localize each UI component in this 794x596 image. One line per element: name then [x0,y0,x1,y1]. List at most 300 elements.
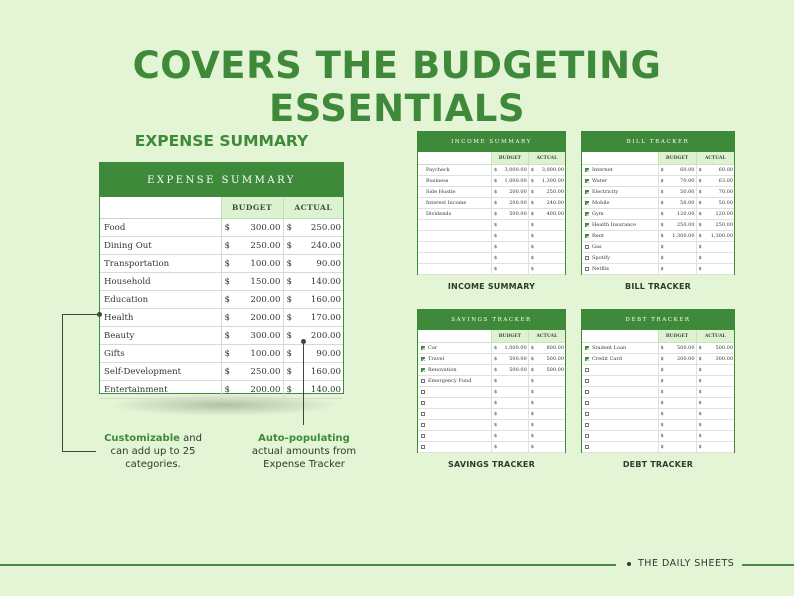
actual-cell[interactable] [283,237,343,255]
category-cell[interactable] [582,209,658,220]
budget-cell-value: 200.00 [250,384,281,395]
actual-cell-wrap [284,331,344,341]
budget-cell-wrap [222,367,283,377]
budget-cell-wrap [659,255,696,261]
budget-cell[interactable] [492,376,529,387]
budget-cell-wrap [659,411,696,417]
budget-cell[interactable] [492,398,529,409]
actual-cell[interactable] [528,176,565,187]
category-cell[interactable] [418,343,492,354]
category-cell[interactable] [418,220,492,231]
debt-caption: DEBT TRACKER [622,460,694,469]
actual-cell[interactable] [696,242,734,253]
actual-cell[interactable] [696,398,734,409]
unchecked-checkbox-icon[interactable] [585,379,589,383]
table-row [582,253,734,264]
budget-cell[interactable] [658,420,696,431]
currency-symbol: $ [494,211,498,217]
actual-cell-value: 140.00 [310,276,341,287]
currency-symbol: $ [530,266,534,272]
currency-symbol: $ [698,266,702,272]
actual-cell-value: 170.00 [310,312,341,323]
category-cell[interactable] [582,442,658,453]
budget-cell[interactable] [221,309,283,327]
actual-cell[interactable] [283,381,343,399]
category-cell[interactable]: Beauty [100,327,221,345]
category-cell[interactable] [418,176,492,187]
budget-cell[interactable] [492,176,529,187]
currency-symbol: $ [494,378,498,384]
actual-cell-value: 60.00 [718,167,733,173]
budget-cell[interactable] [658,365,696,376]
actual-cell-value: 500.00 [546,356,564,362]
budget-cell-wrap [222,277,283,287]
budget-cell[interactable] [492,343,529,354]
currency-symbol: $ [224,312,230,323]
actual-cell[interactable] [528,365,565,376]
unchecked-checkbox-icon[interactable] [421,390,425,394]
category-cell[interactable]: Household [100,273,221,291]
category-cell[interactable] [582,354,658,365]
table-row [418,264,565,275]
table-row [100,273,343,291]
auto-note-text: actual amounts from [251,446,357,457]
actual-cell-wrap [697,367,735,373]
actual-cell-value: 3,000.00 [541,167,564,173]
budget-cell[interactable] [492,420,529,431]
budget-cell[interactable] [492,442,529,453]
budget-cell[interactable] [658,165,696,176]
table-row [418,165,565,176]
category-cell[interactable] [418,253,492,264]
category-cell[interactable] [418,376,492,387]
category-label: Business [426,178,449,184]
actual-cell-wrap [529,345,565,351]
mini-sheet-title: DEBT TRACKER [582,310,734,330]
category-cell[interactable] [582,264,658,275]
actual-cell-wrap [284,277,344,287]
table-row [100,345,343,363]
budget-cell-wrap [492,389,528,395]
unchecked-checkbox-icon[interactable] [585,434,589,438]
budget-cell[interactable] [658,376,696,387]
table-row [582,187,734,198]
budget-cell-wrap [492,255,528,261]
currency-symbol: $ [530,378,534,384]
auto-pointer-line [303,341,304,425]
unchecked-checkbox-icon[interactable] [585,390,589,394]
category-cell[interactable] [582,165,658,176]
checked-checkbox-icon[interactable] [585,179,589,183]
category-cell[interactable] [418,409,492,420]
table-row [100,291,343,309]
budget-cell-wrap [492,233,528,239]
checked-checkbox-icon[interactable] [421,346,425,350]
unchecked-checkbox-icon[interactable] [585,368,589,372]
table-row [418,409,565,420]
budget-cell-wrap [659,233,696,239]
budget-cell[interactable] [492,198,529,209]
actual-cell[interactable] [696,220,734,231]
category-label: Side Hustle [426,189,456,195]
unchecked-checkbox-icon[interactable] [421,412,425,416]
expense-section-label: EXPENSE SUMMARY [134,132,309,150]
checked-checkbox-icon[interactable] [421,357,425,361]
actual-cell[interactable] [528,253,565,264]
actual-cell-wrap [697,422,735,428]
budget-cell-value: 500.00 [509,356,527,362]
actual-cell[interactable] [283,309,343,327]
table-row [418,343,565,354]
category-cell[interactable]: Transportation [100,255,221,273]
actual-cell-wrap [529,266,565,272]
customizable-note-bold: Customizable [104,433,180,444]
actual-cell[interactable] [528,198,565,209]
mini-header-actual: ACTUAL [528,330,565,343]
budget-cell-wrap [492,444,528,450]
actual-cell-value: 500.00 [546,367,564,373]
unchecked-checkbox-icon[interactable] [585,445,589,449]
category-cell[interactable] [582,365,658,376]
checked-checkbox-icon[interactable] [585,357,589,361]
table-row [100,255,343,273]
customizable-note-text: categories. [125,459,181,470]
category-cell[interactable] [582,176,658,187]
checked-checkbox-icon[interactable] [421,368,425,372]
actual-cell[interactable] [528,420,565,431]
actual-cell-wrap [697,266,735,272]
currency-symbol: $ [494,222,498,228]
actual-cell[interactable] [696,187,734,198]
budget-cell[interactable] [658,431,696,442]
actual-cell[interactable] [528,187,565,198]
actual-cell-wrap [284,295,344,305]
actual-cell[interactable] [528,354,565,365]
unchecked-checkbox-icon[interactable] [421,445,425,449]
actual-cell[interactable] [528,343,565,354]
budget-cell-wrap [492,189,528,195]
category-cell[interactable] [418,231,492,242]
actual-cell-wrap [284,349,344,359]
category-cell[interactable]: Education [100,291,221,309]
actual-cell[interactable] [696,442,734,453]
budget-cell-wrap [492,167,528,173]
budget-cell[interactable] [221,273,283,291]
actual-cell-value: 63.00 [718,178,733,184]
checked-checkbox-icon[interactable] [585,234,589,238]
actual-cell[interactable] [696,420,734,431]
unchecked-checkbox-icon[interactable] [421,423,425,427]
actual-cell-wrap [529,255,565,261]
budget-cell[interactable] [658,409,696,420]
category-cell[interactable]: Health [100,309,221,327]
actual-cell[interactable] [283,255,343,273]
unchecked-checkbox-icon[interactable] [421,401,425,405]
currency-symbol: $ [286,258,292,269]
budget-cell[interactable] [492,253,529,264]
actual-cell-wrap [697,400,735,406]
category-cell[interactable] [582,253,658,264]
mini-sheet-title: BILL TRACKER [582,132,734,152]
actual-cell-value: 1,300.00 [710,233,733,239]
budget-cell-wrap [492,433,528,439]
unchecked-checkbox-icon[interactable] [585,423,589,427]
category-cell[interactable]: Gifts [100,345,221,363]
actual-cell[interactable] [528,442,565,453]
budget-cell[interactable] [221,219,283,237]
table-row [582,387,734,398]
category-cell[interactable] [418,209,492,220]
currency-symbol: $ [530,411,534,417]
category-cell[interactable] [418,420,492,431]
currency-symbol: $ [660,400,664,406]
table-row [418,354,565,365]
budget-cell[interactable] [658,231,696,242]
budget-cell[interactable] [221,237,283,255]
customizable-note [98,432,208,471]
actual-cell-value: 250.00 [546,189,564,195]
budget-cell-value: 250.00 [677,222,695,228]
actual-cell[interactable] [283,219,343,237]
budget-cell[interactable] [492,231,529,242]
actual-cell[interactable] [696,431,734,442]
actual-cell[interactable] [696,198,734,209]
unchecked-checkbox-icon[interactable] [585,267,589,271]
budget-cell[interactable] [221,291,283,309]
actual-cell[interactable] [696,231,734,242]
currency-symbol: $ [286,222,292,233]
budget-cell[interactable] [658,209,696,220]
category-label: Spotify [592,255,610,261]
category-cell[interactable] [582,198,658,209]
category-cell[interactable] [418,165,492,176]
budget-cell[interactable] [658,343,696,354]
budget-cell[interactable] [221,381,283,399]
budget-cell[interactable] [658,176,696,187]
actual-cell[interactable] [283,273,343,291]
budget-cell-wrap [222,385,283,395]
category-cell[interactable] [418,198,492,209]
actual-cell-wrap [697,389,735,395]
currency-symbol: $ [698,167,702,173]
unchecked-checkbox-icon[interactable] [585,412,589,416]
currency-symbol: $ [660,189,664,195]
budget-cell-value: 1,000.00 [504,178,527,184]
budget-cell[interactable] [658,264,696,275]
currency-symbol: $ [660,266,664,272]
actual-cell-wrap [697,178,735,184]
budget-cell-wrap [659,222,696,228]
unchecked-checkbox-icon[interactable] [585,401,589,405]
checked-checkbox-icon[interactable] [585,212,589,216]
unchecked-checkbox-icon[interactable] [421,379,425,383]
budget-cell[interactable] [658,442,696,453]
budget-cell[interactable] [492,354,529,365]
budget-cell[interactable] [492,409,529,420]
category-cell[interactable]: Dining Out [100,237,221,255]
actual-cell[interactable] [696,354,734,365]
category-cell[interactable] [418,442,492,453]
category-cell[interactable] [582,398,658,409]
budget-cell-wrap [492,244,528,250]
budget-cell[interactable] [492,365,529,376]
currency-symbol: $ [660,244,664,250]
budget-cell-wrap [659,444,696,450]
table-row [100,219,343,237]
table-row [418,431,565,442]
currency-symbol: $ [286,312,292,323]
actual-cell[interactable] [528,220,565,231]
budget-cell[interactable] [492,187,529,198]
customizable-note-text: and [179,433,202,444]
currency-symbol: $ [660,444,664,450]
table-row [418,242,565,253]
page-headline: COVERS THE BUDGETING ESSENTIALS [132,44,662,130]
currency-symbol: $ [698,378,702,384]
currency-symbol: $ [224,258,230,269]
actual-cell-wrap [697,378,735,384]
actual-cell[interactable] [696,253,734,264]
currency-symbol: $ [660,367,664,373]
currency-symbol: $ [698,189,702,195]
category-cell[interactable] [582,242,658,253]
currency-symbol: $ [660,389,664,395]
category-cell[interactable] [582,231,658,242]
currency-symbol: $ [286,276,292,287]
category-cell[interactable] [418,187,492,198]
category-cell[interactable]: Entertainment [100,381,221,399]
actual-cell[interactable] [528,387,565,398]
auto-note-text: Expense Tracker [263,459,345,470]
actual-cell[interactable] [528,264,565,275]
category-cell[interactable] [418,387,492,398]
mini-header-budget: BUDGET [658,152,696,165]
category-label: Travel [428,356,445,362]
category-cell[interactable] [418,264,492,275]
budget-cell[interactable] [221,363,283,381]
category-cell[interactable] [582,431,658,442]
actual-cell-wrap [697,433,735,439]
category-cell[interactable] [418,365,492,376]
category-cell[interactable] [582,387,658,398]
checked-checkbox-icon[interactable] [585,346,589,350]
category-cell[interactable] [582,343,658,354]
category-cell[interactable] [418,431,492,442]
actual-cell[interactable] [283,291,343,309]
budget-cell[interactable] [221,345,283,363]
budget-cell[interactable] [492,242,529,253]
budget-cell[interactable] [221,327,283,345]
category-cell[interactable] [582,409,658,420]
checked-checkbox-icon[interactable] [585,190,589,194]
budget-cell-value: 500.00 [677,345,695,351]
budget-cell[interactable] [492,387,529,398]
budget-cell-wrap [492,178,528,184]
currency-symbol: $ [494,266,498,272]
budget-cell[interactable] [658,398,696,409]
actual-cell[interactable] [696,365,734,376]
budget-cell[interactable] [492,165,529,176]
actual-cell-wrap [697,211,735,217]
customizable-pointer-line [62,314,63,451]
actual-cell-value: 300.00 [715,356,733,362]
budget-cell[interactable] [658,187,696,198]
category-cell[interactable]: Food [100,219,221,237]
category-cell[interactable] [418,242,492,253]
mini-header-blank [418,152,492,165]
budget-cell[interactable] [658,198,696,209]
actual-cell[interactable] [528,376,565,387]
category-label: Emergency Fund [428,378,472,384]
actual-cell-wrap [529,433,565,439]
budget-cell[interactable] [221,255,283,273]
actual-cell[interactable] [696,165,734,176]
actual-cell[interactable] [528,409,565,420]
actual-cell[interactable] [528,242,565,253]
budget-cell[interactable] [492,264,529,275]
budget-cell[interactable] [492,431,529,442]
actual-cell[interactable] [696,176,734,187]
actual-cell[interactable] [528,231,565,242]
actual-cell[interactable] [696,376,734,387]
category-cell[interactable] [582,220,658,231]
actual-cell-value: 400.00 [546,211,564,217]
budget-cell-wrap [659,389,696,395]
actual-cell[interactable] [528,398,565,409]
budget-cell[interactable] [658,387,696,398]
unchecked-checkbox-icon[interactable] [585,256,589,260]
checked-checkbox-icon[interactable] [585,168,589,172]
budget-cell-value: 50.00 [680,189,695,195]
actual-cell[interactable] [528,431,565,442]
budget-cell-value: 50.00 [680,200,695,206]
actual-cell[interactable] [283,345,343,363]
actual-cell-value: 1,300.00 [541,178,564,184]
unchecked-checkbox-icon[interactable] [585,245,589,249]
unchecked-checkbox-icon[interactable] [421,434,425,438]
actual-cell[interactable] [696,209,734,220]
actual-cell[interactable] [696,387,734,398]
category-cell[interactable] [582,376,658,387]
budget-cell[interactable] [658,242,696,253]
currency-symbol: $ [530,189,534,195]
checked-checkbox-icon[interactable] [585,201,589,205]
actual-cell[interactable] [696,264,734,275]
category-cell[interactable] [582,187,658,198]
actual-cell[interactable] [283,327,343,345]
category-cell[interactable] [418,354,492,365]
actual-cell[interactable] [696,343,734,354]
budget-cell-wrap [222,313,283,323]
budget-cell[interactable] [492,209,529,220]
category-cell[interactable] [582,420,658,431]
checked-checkbox-icon[interactable] [585,223,589,227]
budget-cell[interactable] [492,220,529,231]
budget-cell[interactable] [658,253,696,264]
actual-cell[interactable] [528,165,565,176]
currency-symbol: $ [530,389,534,395]
category-cell[interactable]: Self-Development [100,363,221,381]
actual-cell[interactable] [283,363,343,381]
category-cell[interactable] [418,398,492,409]
actual-cell[interactable] [696,409,734,420]
budget-cell[interactable] [658,220,696,231]
actual-cell-wrap [697,411,735,417]
expense-table-body [100,219,343,399]
actual-cell[interactable] [528,209,565,220]
table-row [582,198,734,209]
budget-cell[interactable] [658,354,696,365]
